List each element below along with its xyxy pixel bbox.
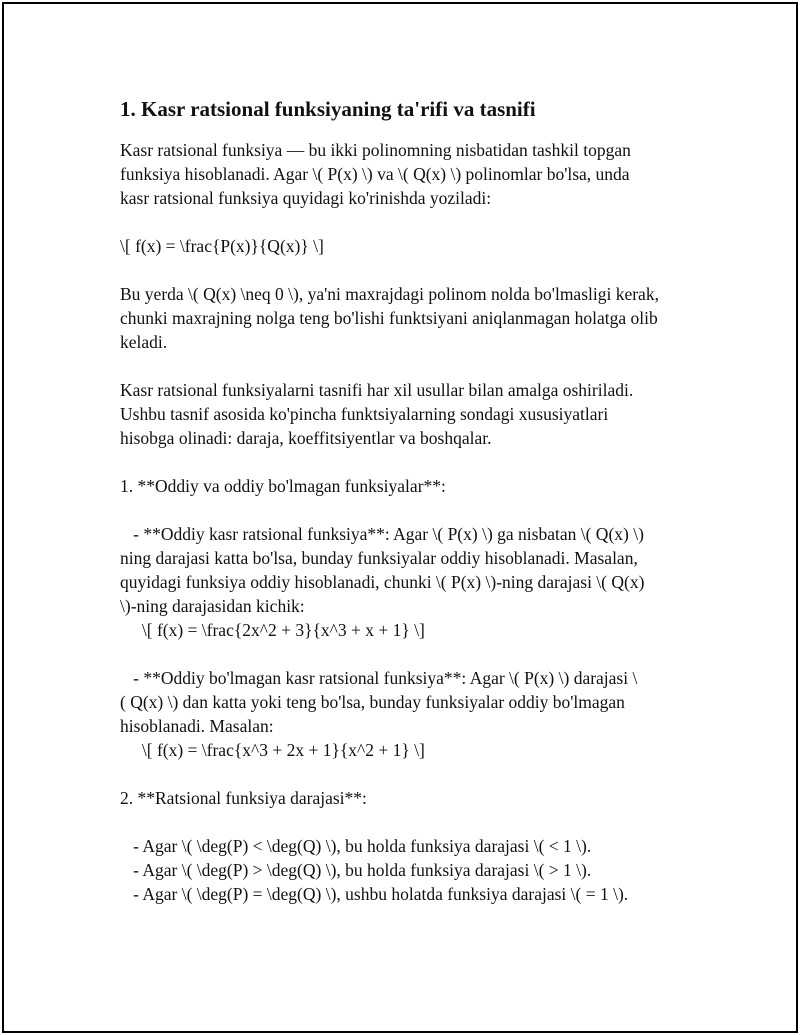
- section-1-item-nonsimple: [120, 666, 700, 762]
- text-line: hisobga olinadi: daraja, koeffitsiyentlar va boshqalar.: [120, 428, 492, 448]
- text-line: Kasr ratsional funksiya — bu ikki polinomning nisbatidan tashkil topgan: [120, 140, 631, 160]
- list-item: - Agar \( \deg(P) < \deg(Q) \), bu holda funksiya darajasi \( < 1 \).: [120, 836, 592, 856]
- formula-example-2: \[ f(x) = \frac{x^3 + 2x + 1}{x^2 + 1} \]: [120, 740, 425, 760]
- list-item: - Agar \( \deg(P) = \deg(Q) \), ushbu holatda funksiya darajasi \( = 1 \).: [120, 884, 629, 904]
- document-page: [2, 2, 798, 1033]
- text-line: ( Q(x) \) dan katta yoki teng bo'lsa, bunday funksiyalar oddiy bo'lmagan: [120, 692, 625, 712]
- paragraph-definition: [120, 138, 700, 210]
- section-1-title: 1. **Oddiy va oddiy bo'lmagan funksiyalar**:: [120, 476, 446, 496]
- paragraph-condition: [120, 282, 700, 354]
- formula-main: \[ f(x) = \frac{P(x)}{Q(x)} \]: [120, 236, 324, 256]
- text-line: Kasr ratsional funksiyalarni tasnifi har xil usullar bilan amalga oshiriladi.: [120, 380, 634, 400]
- text-line: - **Oddiy kasr ratsional funksiya**: Agar \( P(x) \) ga nisbatan \( Q(x) \): [120, 524, 644, 544]
- section-heading: 1. Kasr ratsional funksiyaning ta'rifi va tasnifi: [120, 97, 536, 121]
- text-line: \)-ning darajasidan kichik:: [120, 596, 305, 616]
- section-2-list: [120, 834, 700, 906]
- text-line: kasr ratsional funksiya quyidagi ko'rinishda yoziladi:: [120, 188, 492, 208]
- text-line: quyidagi funksiya oddiy hisoblanadi, chunki \( P(x) \)-ning darajasi \( Q(x): [120, 572, 645, 592]
- text-line: Bu yerda \( Q(x) \neq 0 \), ya'ni maxrajdagi polinom nolda bo'lmasligi kerak,: [120, 284, 659, 304]
- paragraph-classification: [120, 378, 700, 450]
- text-line: - **Oddiy bo'lmagan kasr ratsional funksiya**: Agar \( P(x) \) darajasi \: [120, 668, 638, 688]
- text-line: keladi.: [120, 332, 168, 352]
- section-1-item-simple: [120, 522, 700, 642]
- text-line: chunki maxrajning nolga teng bo'lishi funktsiyani aniqlanmagan holatga olib: [120, 308, 658, 328]
- text-line: hisoblanadi. Masalan:: [120, 716, 274, 736]
- text-line: Ushbu tasnif asosida ko'pincha funktsiyalarning sondagi xususiyatlari: [120, 404, 609, 424]
- formula-example-1: \[ f(x) = \frac{2x^2 + 3}{x^3 + x + 1} \]: [120, 620, 425, 640]
- text-line: funksiya hisoblanadi. Agar \( P(x) \) va \( Q(x) \) polinomlar bo'lsa, unda: [120, 164, 630, 184]
- text-line: ning darajasi katta bo'lsa, bunday funksiyalar oddiy hisoblanadi. Masalan,: [120, 548, 638, 568]
- document-content: [120, 94, 700, 906]
- list-item: - Agar \( \deg(P) > \deg(Q) \), bu holda funksiya darajasi \( > 1 \).: [120, 860, 592, 880]
- section-2-title: 2. **Ratsional funksiya darajasi**:: [120, 788, 367, 808]
